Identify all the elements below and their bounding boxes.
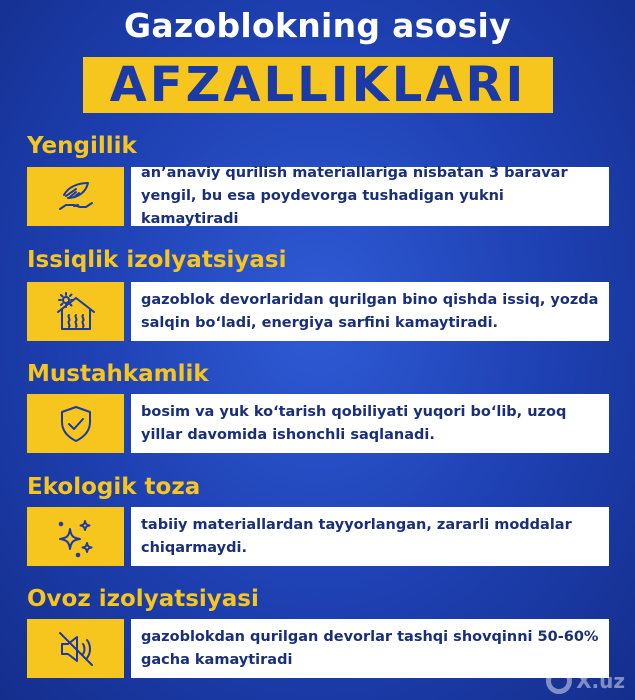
speaker-mute-icon [54,627,98,671]
description-text: gazoblok devorlaridan qurilgan bino qishda issiq, yozda salqin bo‘ladi, energiya sarfini kamaytiradi. [141,291,599,331]
description-text: an’anaviy qurilish materiallariga nisbatan 3 baravar yengil, bu esa poydevorga tushadigan yukni kamaytiradi [141,165,568,227]
icon-box [27,282,124,341]
page-subtitle: AFZALLIKLARI [109,57,527,113]
section-title-ekologik: Ekologik toza [27,474,201,500]
section-title-ovoz: Ovoz izolyatsiyasi [27,586,259,612]
watermark-text: X.uz [576,669,625,693]
icon-box [27,167,124,226]
feather-hand-icon [54,175,98,219]
description-text: tabiiy materiallardan tayyorlangan, zararli moddalar chiqarmaydi. [141,516,572,556]
shield-check-icon [54,402,98,446]
benefit-row [27,394,609,453]
benefit-row [27,167,609,226]
description-box [131,282,609,341]
house-heat-icon [54,290,98,334]
description-text: bosim va yuk ko‘tarish qobiliyati yuqori bo‘lib, uzoq yillar davomida ishonchli saqlanadi. [141,403,567,443]
description-box [131,394,609,453]
sparkles-icon [54,515,98,559]
description-box [131,619,609,678]
description-text: gazoblokdan qurilgan devorlar tashqi shovqinni 50-60% gacha kamaytiradi [141,628,599,668]
section-title-issiqlik: Issiqlik izolyatsiyasi [27,247,287,273]
benefit-row [27,507,609,566]
description-box [131,507,609,566]
icon-box [27,619,124,678]
icon-box [27,394,124,453]
benefit-row [27,619,609,678]
watermark [546,668,625,694]
section-title-yengillik: Yengillik [27,133,137,159]
section-title-mustahkamlik: Mustahkamlik [27,361,209,387]
description-box [131,167,609,226]
page-title: Gazoblokning asosiy [124,6,511,45]
title-banner [83,57,553,113]
benefit-row [27,282,609,341]
icon-box [27,507,124,566]
watermark-logo-icon [546,668,572,694]
